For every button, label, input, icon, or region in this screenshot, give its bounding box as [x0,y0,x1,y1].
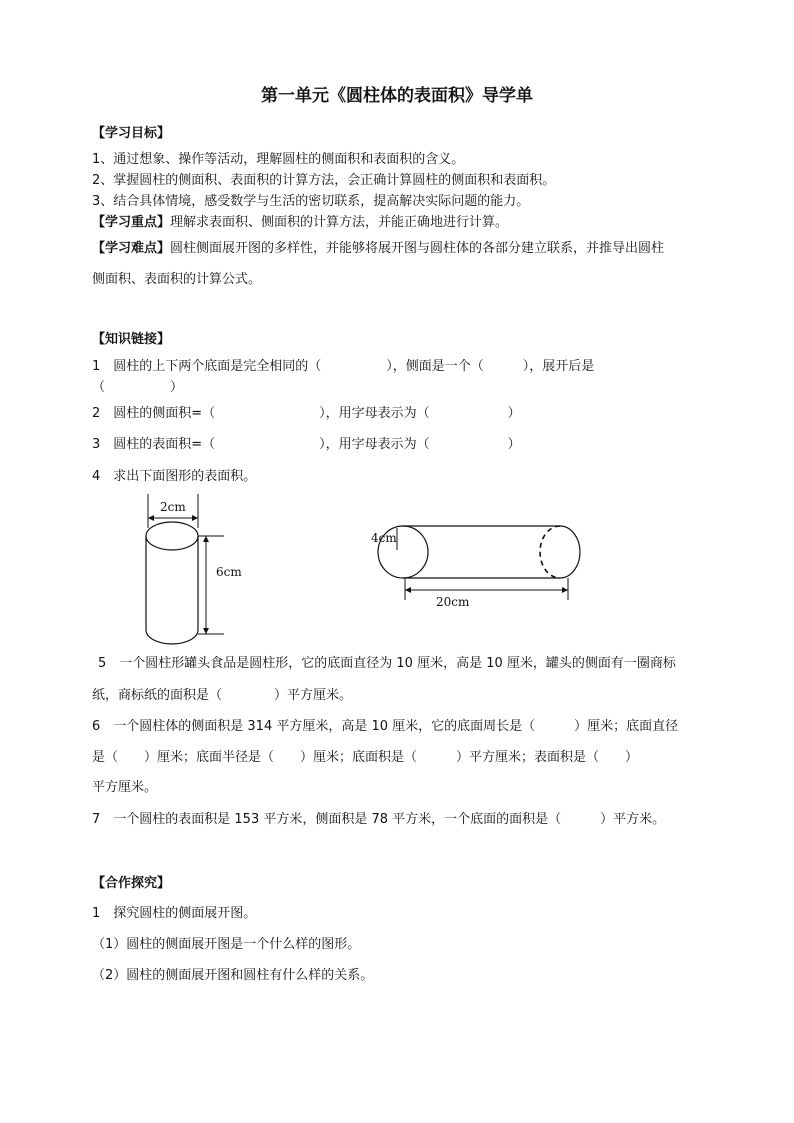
horizontal-cylinder-figure [366,518,606,614]
cooperation-heading: 【合作探究】 [92,876,171,891]
cylinder-top [146,522,198,550]
cooperation-sub-item: （2）圆柱的侧面展开图和圆柱有什么样的关系。 [92,968,374,983]
height-label: 6cm [216,565,242,579]
objective-item: 2、掌握圆柱的侧面积、表面积的计算方法，会正确计算圆柱的侧面积和表面积。 [92,173,556,188]
difficulty [92,241,664,257]
vertical-cylinder-figure [120,492,260,652]
arrow-head [203,536,209,542]
key-point-label: 【学习重点】 [92,215,171,230]
diameter-label: 2cm [160,500,186,514]
arrow-head [148,515,154,521]
question-5: 5 一个圆柱形罐头食品是圆柱形，它的底面直径为 10 厘米，高是 10 厘米，罐头的侧面有一圈商标 [98,656,676,671]
arrow-head [203,628,209,634]
question-1-cont: （ ） [92,380,184,395]
cooperation-sub-item: （1）圆柱的侧面展开图是一个什么样的图形。 [92,937,361,952]
objectives-heading: 【学习目标】 [92,126,171,141]
question-4: 4 求出下面图形的表面积。 [92,469,257,484]
question-6-cont: 是（ ）厘米；底面半径是（ ）厘米；底面积是（ ）平方厘米；表面积是（ ） [92,750,639,765]
question-6-cont: 平方厘米。 [92,780,158,795]
cooperation-item: 1 探究圆柱的侧面展开图。 [92,906,257,921]
difficulty-text-cont: 侧面积、表面积的计算公式。 [92,272,262,287]
page-title: 第一单元《圆柱体的表面积》导学单 [261,86,533,106]
key-point-text: 理解求表面积、侧面积的计算方法，并能正确地进行计算。 [170,215,509,230]
key-point [92,215,508,231]
diameter-label: 4cm [371,531,397,545]
objective-item: 1、通过想象、操作等活动，理解圆柱的侧面积和表面积的含义。 [92,152,465,167]
question-1: 1 圆柱的上下两个底面是完全相同的（ ），侧面是一个（ ），展开后是 [92,359,595,374]
length-label: 20cm [436,595,470,609]
question-2: 2 圆柱的侧面积=（ ），用字母表示为（ ） [92,406,521,421]
cylinder-hidden-edge [540,526,560,578]
arrow-head [192,515,198,521]
difficulty-label: 【学习难点】 [92,241,171,256]
question-3: 3 圆柱的表面积=（ ），用字母表示为（ ） [92,437,521,452]
question-7: 7 一个圆柱的表面积是 153 平方米，侧面积是 78 平方米，一个底面的面积是（ ）平方米。 [92,812,666,827]
difficulty-text: 圆柱侧面展开图的多样性，并能够将展开图与圆柱体的各部分建立联系，并推导出圆柱 [170,241,665,256]
knowledge-heading: 【知识链接】 [92,332,171,347]
arrow-head [562,587,568,593]
cylinder-bottom [146,630,198,644]
objective-item: 3、结合具体情境，感受数学与生活的密切联系，提高解决实际问题的能力。 [92,194,530,209]
question-6: 6 一个圆柱体的侧面积是 314 平方厘米，高是 10 厘米，它的底面周长是（ ）厘米；底面直径 [92,719,679,734]
question-5-cont: 纸，商标纸的面积是（ ）平方厘米。 [92,688,353,703]
cylinder-right-face [560,526,580,578]
arrow-head [405,587,411,593]
